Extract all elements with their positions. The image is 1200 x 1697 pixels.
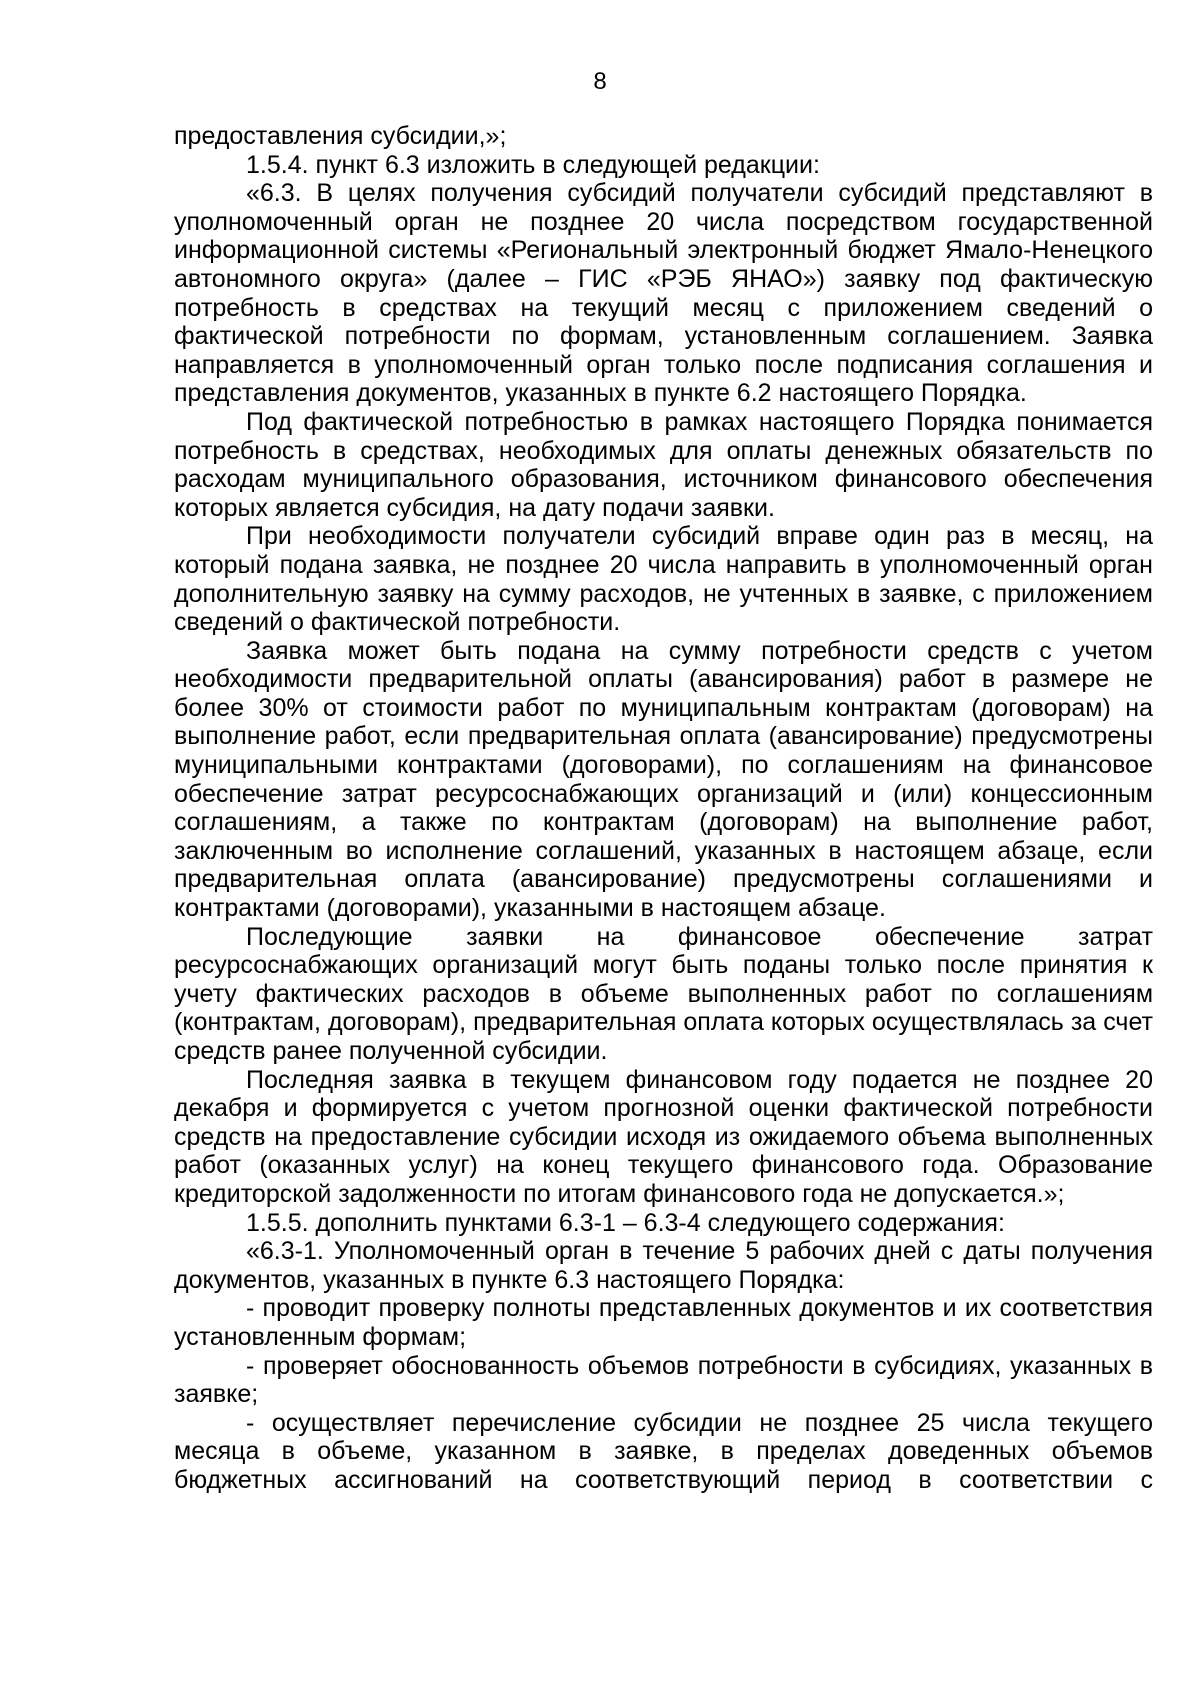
paragraph-point-6-3: «6.3. В целях получения субсидий получатели субсидий представляют в уполномоченный орган не позднее 20 числа посредством государственной информационной системы «Региональный электронный бюджет Ямало-Ненецкого автономного округа» (далее – ГИС «РЭБ ЯНАО») заявку под фактическую потребность в средствах на текущий месяц с приложением сведений о фактической потребности по формам, установленным соглашением. Заявка направляется в уполномоченный орган только после подписания соглашения и представления документов, указанных в пункте 6.2 настоящего Порядка. xyxy=(174,179,1153,408)
document-body xyxy=(174,122,1153,1495)
paragraph-subsequent-applications: Последующие заявки на финансовое обеспечение затрат ресурсоснабжающих организаций могут быть поданы только после принятия к учету фактических расходов в объеме выполненных работ по соглашениям (контрактам, договорам), предварительная оплата которых осуществлялась за счет средств ранее полученной субсидии. xyxy=(174,922,1153,1065)
paragraph-actual-need-definition: Под фактической потребностью в рамках настоящего Порядка понимается потребность в средствах, необходимых для оплаты денежных обязательств по расходам муниципального образования, источником финансового обеспечения которых является субсидия, на дату подачи заявки. xyxy=(174,407,1153,522)
list-item-check-justification: - проверяет обоснованность объемов потребности в субсидиях, указанных в заявке; xyxy=(174,1351,1153,1409)
page-number: 8 xyxy=(593,68,607,95)
paragraph-advance-payment: Заявка может быть подана на сумму потребности средств с учетом необходимости предварительной оплаты (авансирования) работ в размере не более 30% от стоимости работ по муниципальным контрактам (договорам) на выполнение работ, если предварительная оплата (авансирование) предусмотрены муниципальными контрактами (договорами), по соглашениям на финансовое обеспечение затрат ресурсоснабжающих организаций и (или) концессионным соглашениям, а также по контрактам (договорам) на выполнение работ, заключенным во исполнение соглашений, указанных в настоящем абзаце, если предварительная оплата (авансирование) предусмотрены соглашениями и контрактами (договорами), указанными в настоящем абзаце. xyxy=(174,636,1153,923)
paragraph-last-application: Последняя заявка в текущем финансовом году подается не позднее 20 декабря и формируется с учетом прогнозной оценки фактической потребности средств на предоставление субсидии исходя из ожидаемого объема выполненных работ (оказанных услуг) на конец текущего финансового года. Образование кредиторской задолженности по итогам финансового года не допускается.»; xyxy=(174,1065,1153,1208)
list-item-transfer-subsidy: - осуществляет перечисление субсидии не позднее 25 числа текущего месяца в объеме, указанном в заявке, в пределах доведенных объемов бюджетных ассигнований на соответствующий период в соответствии с xyxy=(174,1408,1153,1494)
list-item-check-completeness: - проводит проверку полноты представленных документов и их соответствия установленным формам; xyxy=(174,1294,1153,1351)
paragraph-continuation: предоставления субсидии,»; xyxy=(174,122,507,150)
paragraph-point-6-3-1: «6.3-1. Уполномоченный орган в течение 5 рабочих дней с даты получения документов, указанных в пункте 6.3 настоящего Порядка: xyxy=(174,1237,1153,1294)
paragraph-item-1-5-4: 1.5.4. пункт 6.3 изложить в следующей редакции: xyxy=(246,150,820,179)
paragraph-additional-application: При необходимости получатели субсидий вправе один раз в месяц, на который подана заявка, не позднее 20 числа направить в уполномоченный орган дополнительную заявку на сумму расходов, не учтенных в заявке, с приложением сведений о фактической потребности. xyxy=(174,522,1153,637)
paragraph-item-1-5-5: 1.5.5. дополнить пунктами 6.3-1 – 6.3-4 следующего содержания: xyxy=(246,1208,1005,1237)
